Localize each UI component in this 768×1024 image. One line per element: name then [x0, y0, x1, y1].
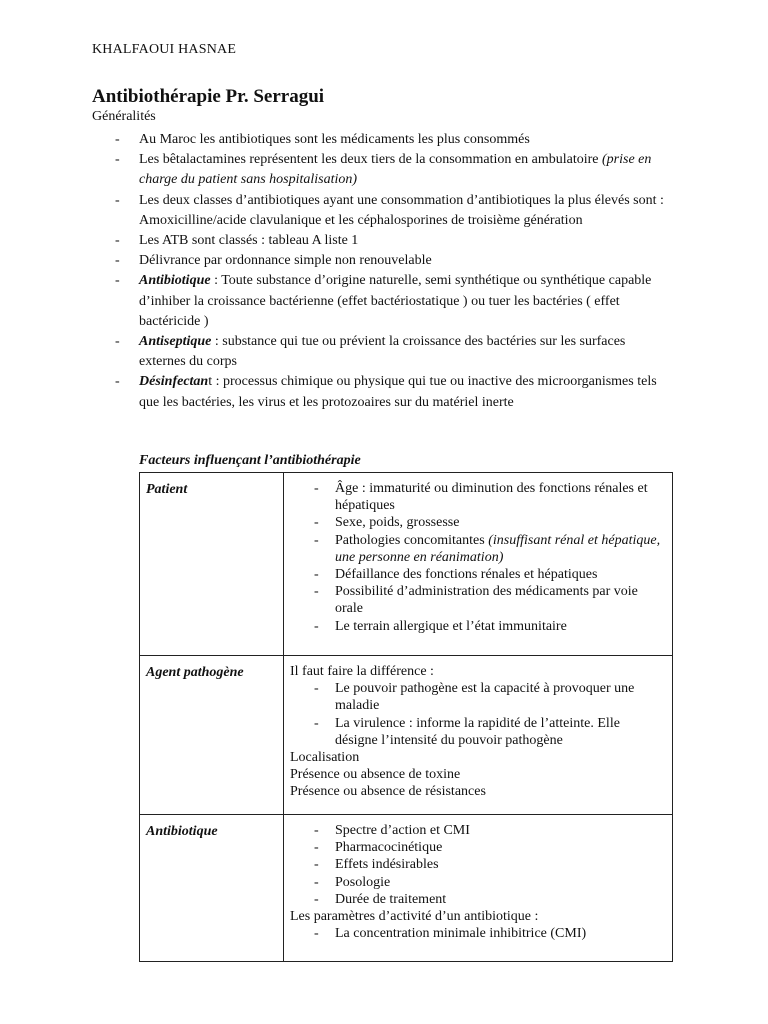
list-item: - La virulence : informe la rapidité de l’atteinte. Elle désigne l’intensité du pouvoir pathogène: [314, 715, 620, 748]
list-item: - Durée de traitement: [314, 891, 447, 907]
patient-content: [284, 473, 673, 656]
generalites-list: [115, 130, 675, 413]
list-item: - Les bêtalactamines représentent les deux tiers de la consommation en ambulatoire (prise en charge du patient sans hospitalisation): [115, 152, 652, 188]
antibiotique-content: [284, 815, 673, 962]
list-item: - Défaillance des fonctions rénales et hépatiques: [314, 567, 598, 583]
agent-content: [284, 656, 673, 815]
author-name: KHALFAOUI HASNAE: [92, 42, 237, 57]
list-item: - Âge : immaturité ou diminution des fonctions rénales et hépatiques: [314, 481, 648, 514]
table-row: [140, 473, 673, 656]
list-item: - Sexe, poids, grossesse: [314, 515, 460, 531]
list-item: - Pharmacocinétique: [314, 840, 443, 856]
list-item: - Le pouvoir pathogène est la capacité à provoquer une maladie: [314, 681, 635, 714]
list-item: - Au Maroc les antibiotiques sont les médicaments les plus consommés: [115, 132, 530, 147]
factors-table: [139, 472, 673, 962]
list-item: - Les ATB sont classés : tableau A liste 1: [115, 233, 359, 249]
definition-antibiotique: - Antibiotique : Toute substance d’origine naturelle, semi synthétique ou synthétique capable d’inhiber la croissance bactérienne (effet bactériostatique ) ou tuer les bactéries ( effet bactéricide ): [115, 273, 652, 329]
table-row: [140, 815, 673, 962]
agent-line: Localisation: [290, 750, 360, 766]
table-row: [140, 656, 673, 815]
document-title: Antibiothérapie Pr. Serragui: [92, 86, 325, 107]
agent-line: Présence ou absence de toxine: [290, 767, 461, 783]
definition-antiseptique: - Antiseptique : substance qui tue ou prévient la croissance des bactéries sur les surfaces externes du corps: [115, 334, 626, 370]
list-item: - Pathologies concomitantes (insuffisant rénal et hépatique, une personne en réanimation): [314, 532, 661, 565]
agent-line: Présence ou absence de résistances: [290, 784, 486, 800]
factors-heading: Facteurs influençant l’antibiothérapie: [139, 453, 361, 468]
list-item: - Spectre d’action et CMI: [314, 823, 470, 838]
list-item: - Effets indésirables: [314, 857, 439, 873]
agent-intro: Il faut faire la différence :: [290, 664, 434, 679]
list-item: - Le terrain allergique et l’état immunitaire: [314, 618, 567, 634]
generalites-heading: Généralités: [92, 109, 156, 124]
list-item: - Possibilité d’administration des médicaments par voie orale: [314, 584, 638, 617]
row-label-antibiotique: Antibiotique: [140, 815, 284, 962]
definition-desinfectant: - Désinfectant : processus chimique ou physique qui tue ou inactive des microorganismes tels que les bactéries, les virus et les protozoaires sur du matériel inerte: [115, 374, 657, 410]
row-label-agent: Agent pathogène: [140, 656, 284, 815]
list-item: - Les deux classes d’antibiotiques ayant une consommation d’antibiotiques la plus élevés sont : Amoxicilline/acide clavulanique et les céphalosporines de troisième génération: [115, 192, 664, 228]
list-item: - Délivrance par ordonnance simple non renouvelable: [115, 253, 432, 269]
params-label: Les paramètres d’activité d’un antibiotique :: [290, 909, 539, 925]
list-item: - La concentration minimale inhibitrice (CMI): [314, 926, 587, 942]
row-label-patient: Patient: [140, 473, 284, 656]
list-item: - Posologie: [314, 874, 391, 890]
